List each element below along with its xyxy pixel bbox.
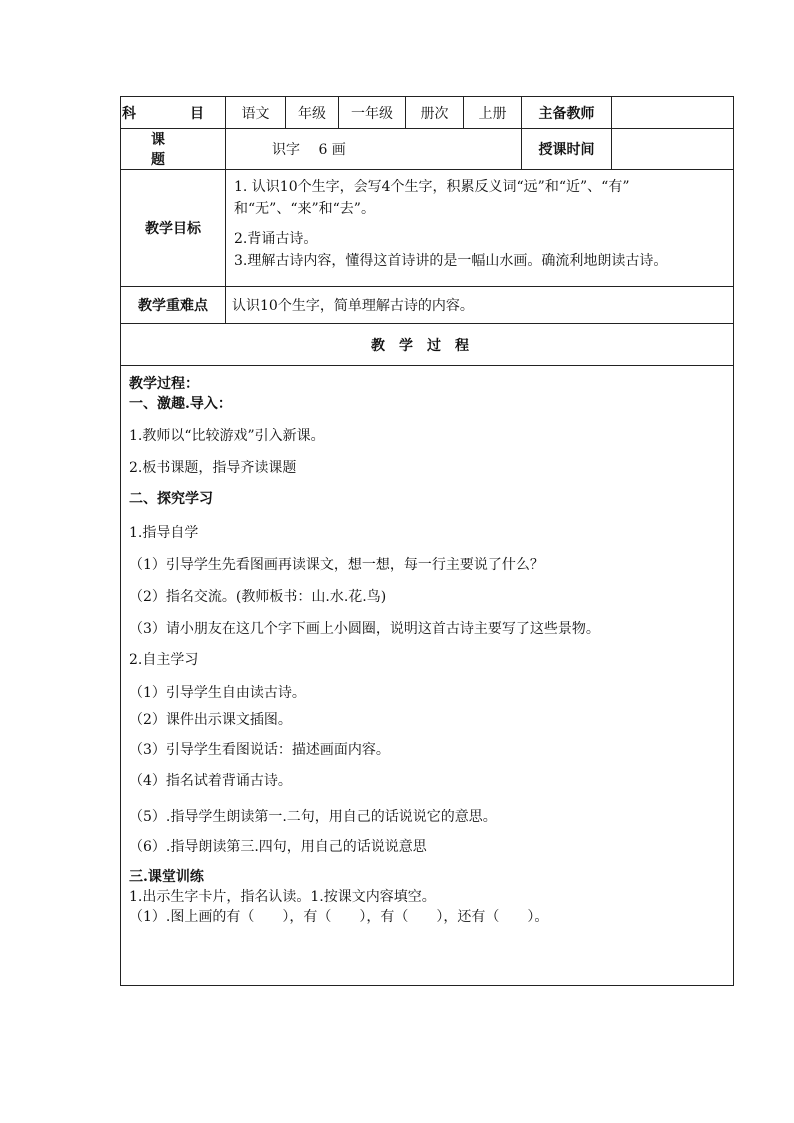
key-points-text: 认识10个生字，简单理解古诗的内容。: [226, 287, 734, 324]
header-row: [121, 97, 734, 129]
goal-line-4: 3.理解古诗内容，懂得这首诗讲的是一幅山水画。确流利地朗读古诗。: [234, 253, 668, 269]
s2-sub-1: 1.指导自学: [129, 525, 199, 541]
process-banner-row: [121, 324, 734, 366]
s2-sub-1-b: （2）指名交流。(教师板书：山.水.花.鸟): [129, 589, 387, 605]
s3-item-1: 1.出示生字卡片，指名认读。1.按课文内容填空。: [129, 889, 436, 905]
s2-sub-2-f: （6）.指导朗读第三.四句，用自己的话说说意思: [129, 839, 427, 855]
goal-line-1: 1. 认识10个生字，会写4个生字，积累反义词“远”和“近”、“有”: [234, 179, 630, 195]
time-label: 授课时间: [522, 129, 612, 170]
grade-label: 年级: [286, 97, 339, 129]
goals-label: 教学目标: [121, 170, 226, 287]
s2-sub-2-a: （1）引导学生自由读古诗。: [129, 685, 306, 701]
goal-line-3: 2.背诵古诗。: [234, 231, 318, 247]
grade-value: 一年级: [339, 97, 406, 129]
key-points-label: 教学重难点: [121, 287, 226, 324]
s3-item-2: （1）.图上画的有（ ），有（ ），有（ ），还有（ ）。: [129, 909, 549, 925]
s2-sub-2-d: （4）指名试着背诵古诗。: [129, 773, 292, 789]
topic-row: [121, 129, 734, 170]
topic-label: 课 题: [121, 129, 226, 170]
goals-content: [226, 170, 734, 287]
volume-label: 册次: [406, 97, 464, 129]
key-points-row: [121, 287, 734, 324]
subject-label: 科 目: [121, 97, 226, 129]
s2-sub-1-a: （1）引导学生先看图画再读课文，想一想，每一行主要说了什么？: [129, 557, 544, 573]
s1-item-2: 2.板书课题，指导齐读课题: [129, 460, 297, 476]
s2-sub-2-b: （2）课件出示课文插图。: [129, 712, 292, 728]
s2-sub-2-e: （5）.指导学生朗读第一.二句，用自己的话说说它的意思。: [129, 809, 497, 825]
lesson-plan-table: [120, 96, 734, 986]
process-title: 教学过程：: [129, 376, 199, 392]
subject-value: 语文: [226, 97, 286, 129]
s2-sub-2: 2.自主学习: [129, 652, 199, 668]
section-1-heading: 一、激趣.导入：: [129, 396, 232, 412]
process-content: [121, 366, 734, 986]
process-row: [121, 366, 734, 986]
teacher-value: [612, 97, 734, 129]
process-banner: 教学过程: [121, 324, 734, 366]
volume-value: 上册: [464, 97, 522, 129]
section-2-heading: 二、探究学习: [129, 491, 213, 507]
goal-line-2: 和“无”、“来”和“去”。: [234, 201, 375, 217]
s2-sub-1-c: （3）请小朋友在这几个字下画上小圆圈，说明这首古诗主要写了这些景物。: [129, 621, 600, 637]
s2-sub-2-c: （3）引导学生看图说话：描述画面内容。: [129, 742, 390, 758]
section-3-heading: 三.课堂训练: [129, 869, 204, 885]
s1-item-1: 1.教师以“比较游戏”引入新课。: [129, 428, 325, 444]
teacher-label: 主备教师: [522, 97, 612, 129]
goals-row: [121, 170, 734, 287]
time-value: [612, 129, 734, 170]
topic-value: 识字 6 画: [226, 129, 522, 170]
